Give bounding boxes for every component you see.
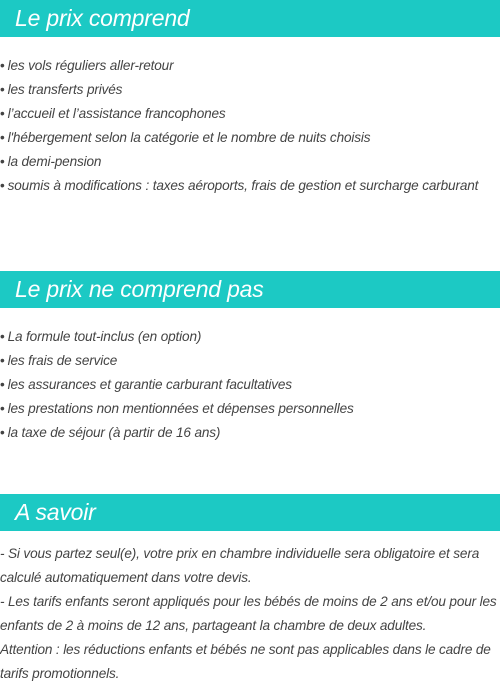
list-item: • les vols réguliers aller-retour: [0, 58, 174, 73]
info-header: [0, 494, 500, 531]
info-paragraph: - Les tarifs enfants seront appliqués pour les bébés de moins de 2 ans et/ou pour les enfants de 2 à moins de 12 ans, partageant la chambre de deux adultes.: [0, 594, 497, 633]
info-paragraph: - Si vous partez seul(e), votre prix en chambre individuelle sera obligatoire et sera calculé automatiquement dans votre devis.: [0, 546, 480, 585]
excludes-list: [0, 325, 500, 445]
bullet-icon: •: [0, 425, 5, 440]
list-item: • la demi-pension: [0, 154, 102, 169]
includes-header: [0, 0, 500, 37]
info-paragraph: Attention : les réductions enfants et bébés ne sont pas applicables dans le cadre de tarifs promotionnels.: [0, 642, 491, 681]
includes-list: [0, 54, 500, 198]
bullet-icon: •: [0, 329, 5, 344]
list-item: • La formule tout-inclus (en option): [0, 329, 202, 344]
list-item: • l'hébergement selon la catégorie et le nombre de nuits choisis: [0, 130, 371, 145]
bullet-icon: •: [0, 106, 5, 121]
list-item: • les assurances et garantie carburant facultatives: [0, 377, 292, 392]
bullet-icon: •: [0, 58, 5, 73]
info-title: A savoir: [15, 499, 96, 525]
bullet-icon: •: [0, 377, 5, 392]
bullet-icon: •: [0, 154, 5, 169]
excludes-header: [0, 271, 500, 308]
bullet-icon: •: [0, 178, 5, 193]
bullet-icon: •: [0, 82, 5, 97]
bullet-icon: •: [0, 130, 5, 145]
bullet-icon: •: [0, 401, 5, 416]
includes-title: Le prix comprend: [15, 5, 190, 31]
list-item: • l’accueil et l’assistance francophones: [0, 106, 226, 121]
list-item: • soumis à modifications : taxes aéroports, frais de gestion et surcharge carburant: [0, 178, 479, 193]
list-item: • les frais de service: [0, 353, 118, 368]
bullet-icon: •: [0, 353, 5, 368]
list-item: • la taxe de séjour (à partir de 16 ans): [0, 425, 221, 440]
list-item: • les transferts privés: [0, 82, 123, 97]
excludes-title: Le prix ne comprend pas: [15, 276, 264, 302]
list-item: • les prestations non mentionnées et dépenses personnelles: [0, 401, 354, 416]
